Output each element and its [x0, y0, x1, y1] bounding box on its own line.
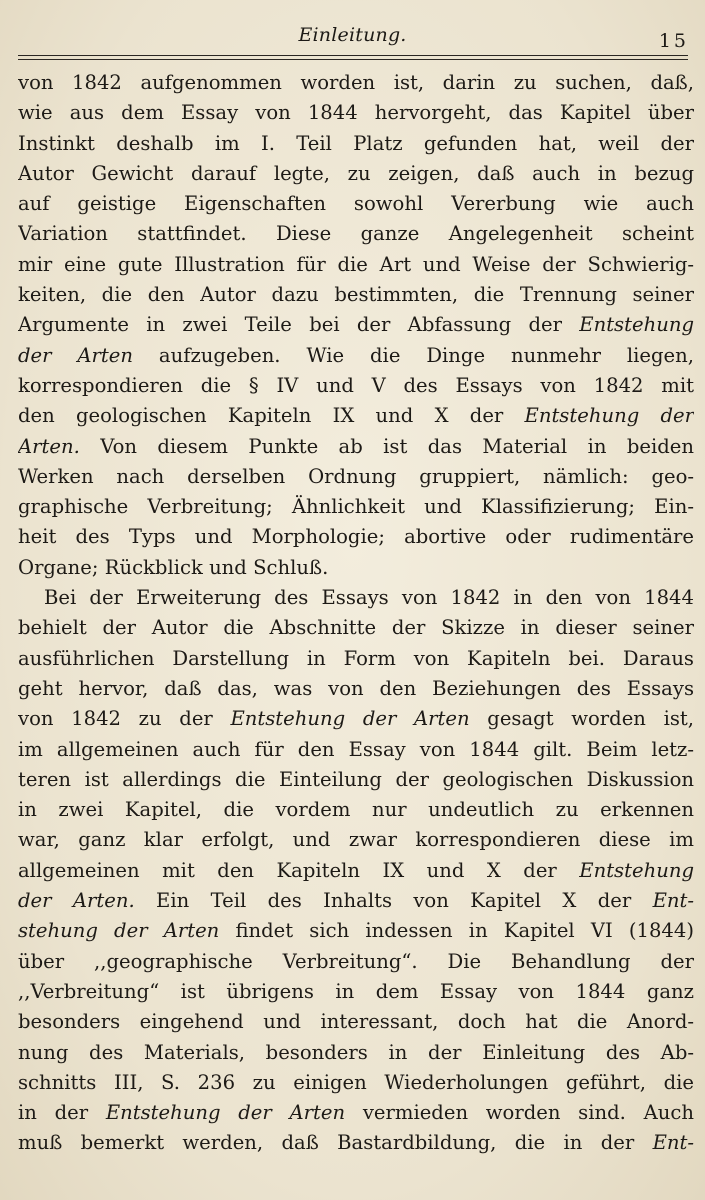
text-run: allgemeinen mit den Kapiteln IX und X der	[18, 858, 580, 882]
text-run: war, ganz klar erfolgt, und zwar korrespondieren diese im	[18, 828, 694, 852]
text-run: aufzugeben. Wie die Dinge nunmehr liegen,	[133, 343, 694, 367]
text-run: nung des Materials, besonders in der Einleitung des Ab-	[18, 1040, 694, 1064]
text-line	[18, 371, 694, 401]
text-run: besonders eingehend und interessant, doch hat die Anord-	[18, 1010, 694, 1034]
text-run: muß bemerkt werden, daß Bastardbildung, die in der	[18, 1131, 653, 1155]
text-line	[18, 765, 694, 795]
italic-title: Entstehung	[579, 313, 694, 337]
text-run: Organe; Rückblick und Schluß.	[18, 555, 329, 579]
text-run: ,,Verbreitung“ ist übrigens in dem Essay von 1844 ganz	[18, 979, 694, 1003]
italic-title: Ent-	[652, 1131, 694, 1155]
text-run: Autor Gewicht darauf legte, zu zeigen, daß auch in bezug	[18, 161, 694, 185]
running-head-title: Einleitung.	[298, 24, 407, 46]
text-run: wie aus dem Essay von 1844 hervorgeht, das Kapitel über	[18, 101, 694, 125]
text-line	[18, 492, 694, 522]
text-run: in zwei Kapitel, die vordem nur undeutlich zu erkennen	[18, 798, 694, 822]
text-line	[18, 977, 694, 1007]
text-run: ausführlichen Darstellung in Form von Kapiteln bei. Daraus	[18, 646, 694, 670]
text-line	[18, 704, 694, 734]
italic-title: Arten.	[18, 434, 80, 458]
text-run: in der	[18, 1101, 106, 1125]
text-run: schnitts III, S. 236 zu einigen Wiederholungen geführt, die	[18, 1070, 694, 1094]
text-line	[18, 795, 694, 825]
text-line	[18, 886, 694, 916]
text-run: Von diesem Punkte ab ist das Material in beiden	[79, 434, 694, 458]
text-line	[18, 432, 694, 462]
text-line	[18, 401, 694, 431]
running-head	[0, 22, 705, 52]
text-run: geht hervor, daß das, was von den Beziehungen des Essays	[18, 676, 694, 700]
text-line	[18, 825, 694, 855]
text-line	[18, 159, 694, 189]
text-run: mir eine gute Illustration für die Art und Weise der Schwierig-	[18, 252, 694, 276]
text-run: gesagt worden ist,	[469, 707, 694, 731]
text-run: vermieden worden sind. Auch	[345, 1101, 694, 1125]
text-run: graphische Verbreitung; Ähnlichkeit und Klassifizierung; Ein-	[18, 495, 694, 519]
text-line	[18, 856, 694, 886]
text-run: auf geistige Eigenschaften sowohl Vererbung wie auch	[18, 192, 694, 216]
text-line	[18, 341, 694, 371]
text-line	[18, 219, 694, 249]
italic-title: stehung der Arten	[18, 919, 220, 943]
italic-title: Entstehung der Arten	[230, 707, 470, 731]
text-run: über ,,geographische Verbreitung“. Die Behandlung der	[18, 949, 694, 973]
text-line	[18, 280, 694, 310]
text-run: im allgemeinen auch für den Essay von 1844 gilt. Beim letz-	[18, 737, 694, 761]
body-text	[18, 68, 694, 1159]
text-run: keiten, die den Autor dazu bestimmten, die Trennung seiner	[18, 283, 694, 307]
text-line	[18, 613, 694, 643]
text-line	[18, 553, 694, 583]
text-line	[18, 947, 694, 977]
text-run: Ein Teil des Inhalts von Kapitel X der	[134, 889, 653, 913]
text-run: von 1842 aufgenommen worden ist, darin zu suchen, daß,	[18, 71, 694, 94]
text-run: Variation stattfindet. Diese ganze Angelegenheit scheint	[18, 222, 694, 246]
italic-title: Entstehung	[579, 858, 694, 882]
italic-title: Ent-	[652, 889, 694, 913]
text-line	[18, 310, 694, 340]
text-line	[18, 1098, 694, 1128]
text-line	[18, 189, 694, 219]
text-run: von 1842 zu der	[18, 707, 231, 731]
text-line	[18, 916, 694, 946]
text-run: Bei der Erweiterung des Essays von 1842 in den von 1844	[44, 586, 694, 610]
text-line	[18, 674, 694, 704]
italic-title: der Arten	[18, 343, 134, 367]
header-double-rule	[18, 55, 688, 60]
text-line	[18, 522, 694, 552]
text-line	[18, 1068, 694, 1098]
text-line	[18, 583, 694, 613]
text-run: teren ist allerdings die Einteilung der geologischen Diskussion	[18, 767, 694, 791]
italic-title: der Arten.	[18, 889, 135, 913]
page-number: 15	[658, 30, 689, 52]
text-run: behielt der Autor die Abschnitte der Skizze in dieser seiner	[18, 616, 694, 640]
text-run: Instinkt deshalb im I. Teil Platz gefunden hat, weil der	[18, 131, 694, 155]
text-run: Werken nach derselben Ordnung gruppiert, nämlich: geo-	[18, 464, 694, 488]
text-line	[18, 462, 694, 492]
text-run: den geologischen Kapiteln IX und X der	[18, 404, 525, 428]
italic-title: Entstehung der	[524, 404, 694, 428]
text-line	[18, 1038, 694, 1068]
text-run: korrespondieren die § IV und V des Essays von 1842 mit	[18, 373, 694, 397]
text-line	[18, 68, 694, 98]
text-line	[18, 735, 694, 765]
text-line	[18, 1128, 694, 1158]
text-line	[18, 1007, 694, 1037]
text-line	[18, 250, 694, 280]
italic-title: Entstehung der Arten	[105, 1101, 346, 1125]
text-line	[18, 129, 694, 159]
text-line	[18, 98, 694, 128]
text-run: Argumente in zwei Teile bei der Abfassung der	[18, 313, 580, 337]
text-run: heit des Typs und Morphologie; abortive oder rudimentäre	[18, 525, 694, 549]
text-run: findet sich indessen in Kapitel VI (1844)	[219, 919, 694, 943]
text-line	[18, 644, 694, 674]
